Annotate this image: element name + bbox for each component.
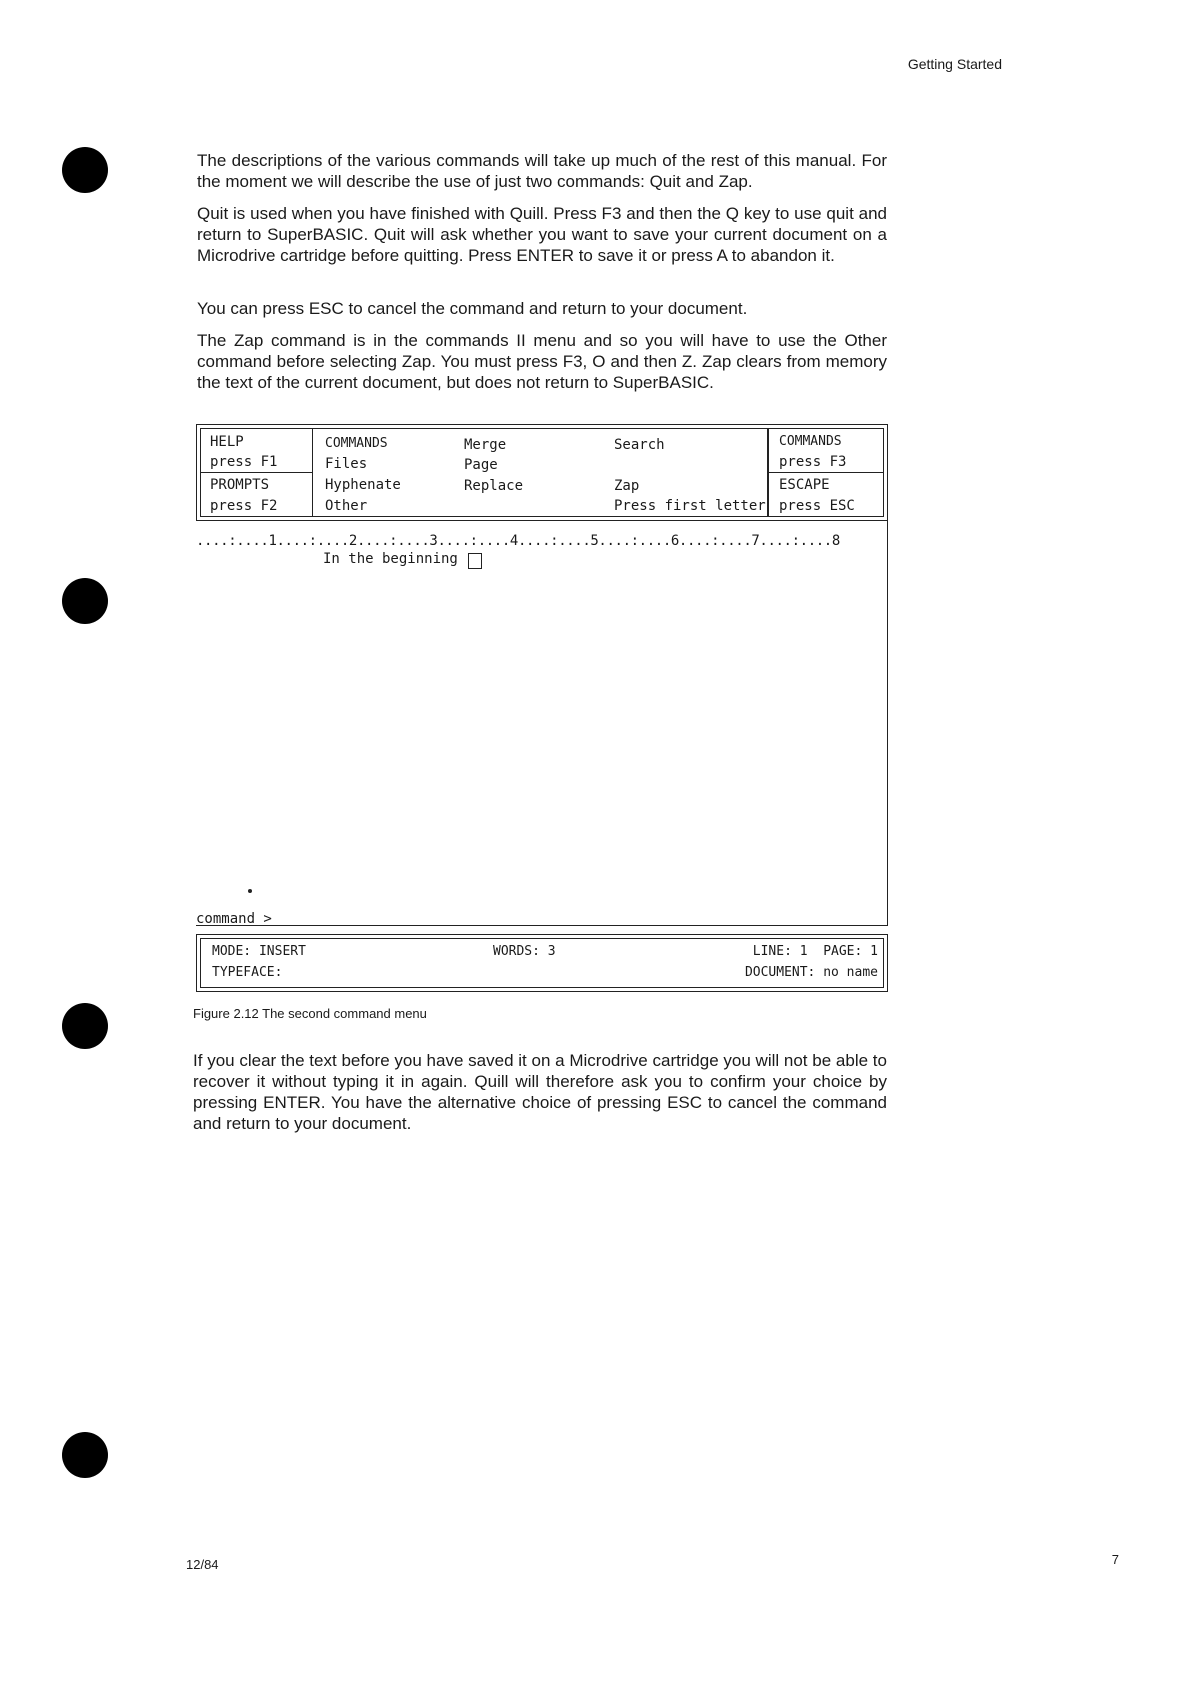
- status-words: WORDS: 3: [493, 944, 556, 959]
- binder-hole: [62, 147, 108, 193]
- document-text: In the beginning: [323, 551, 458, 567]
- escape-key: press ESC: [779, 498, 855, 514]
- binder-hole: [62, 1432, 108, 1478]
- quill-screen: [196, 424, 888, 994]
- menu-item-search: Search: [614, 437, 665, 453]
- prompts-key: press F2: [210, 498, 278, 514]
- status-document: DOCUMENT: no name: [744, 965, 878, 980]
- binder-hole: [62, 578, 108, 624]
- menu-item-page: Page: [464, 457, 498, 473]
- cursor: [468, 553, 482, 569]
- text-area: [196, 521, 888, 926]
- stray-dot: [248, 889, 252, 893]
- figure-caption: Figure 2.12 The second command menu: [193, 1006, 427, 1021]
- paragraph-confirm: If you clear the text before you have saved it on a Microdrive cartridge you will not be able to recover it without typing it in again. Quill will therefore ask you to confirm your choice by pressing ENTER. You have the alternative choice of pressing ESC to cancel the command and return to your document.: [193, 1051, 887, 1133]
- paragraph-zap: The Zap command is in the commands II menu and so you will have to use the Other command before selecting Zap. You must press F3, O and then Z. Zap clears from memory the text of the current document, but does not return to SuperBASIC.: [197, 331, 887, 392]
- menu-item-hyphenate: Hyphenate: [325, 477, 401, 493]
- paragraph-quit: Quit is used when you have finished with Quill. Press F3 and then the Q key to use quit and return to SuperBASIC. Quit will ask whether you want to save your current document on a Microdrive cartridge before quitting. Press ENTER to save it or press A to abandon it.: [197, 204, 887, 265]
- footer-date: 12/84: [186, 1557, 219, 1572]
- menu-item-merge: Merge: [464, 437, 507, 453]
- section-header: Getting Started: [907, 56, 1002, 72]
- commands-title: COMMANDS: [779, 434, 842, 449]
- commands-key: press F3: [779, 454, 847, 470]
- menu-hint: Press first letter: [614, 498, 766, 514]
- help-title: HELP: [210, 434, 244, 450]
- menu-title: COMMANDS: [325, 436, 388, 451]
- paragraph-intro: The descriptions of the various commands will take up much of the rest of this manual. For the moment we will describe the use of just two commands: Quit and Zap.: [197, 151, 887, 191]
- help-key: press F1: [210, 454, 278, 470]
- page-number: 7: [1111, 1552, 1119, 1567]
- menu-item-replace: Replace: [464, 478, 524, 494]
- prompts-title: PROMPTS: [210, 477, 270, 493]
- escape-title: ESCAPE: [779, 477, 830, 493]
- paragraph-escape: You can press ESC to cancel the command and return to your document.: [197, 299, 748, 318]
- status-typeface: TYPEFACE:: [212, 965, 283, 980]
- status-line-page: LINE: 1 PAGE: 1: [752, 944, 878, 959]
- status-mode: MODE: INSERT: [212, 944, 306, 959]
- command-prompt: command >: [196, 911, 272, 927]
- menu-item-zap: Zap: [614, 478, 640, 494]
- menu-item-files: Files: [325, 456, 368, 472]
- binder-hole: [62, 1003, 108, 1049]
- menu-item-other: Other: [325, 498, 368, 514]
- ruler: ....:....1....:....2....:....3....:....4....:....5....:....6....:....7....:....8: [196, 533, 840, 549]
